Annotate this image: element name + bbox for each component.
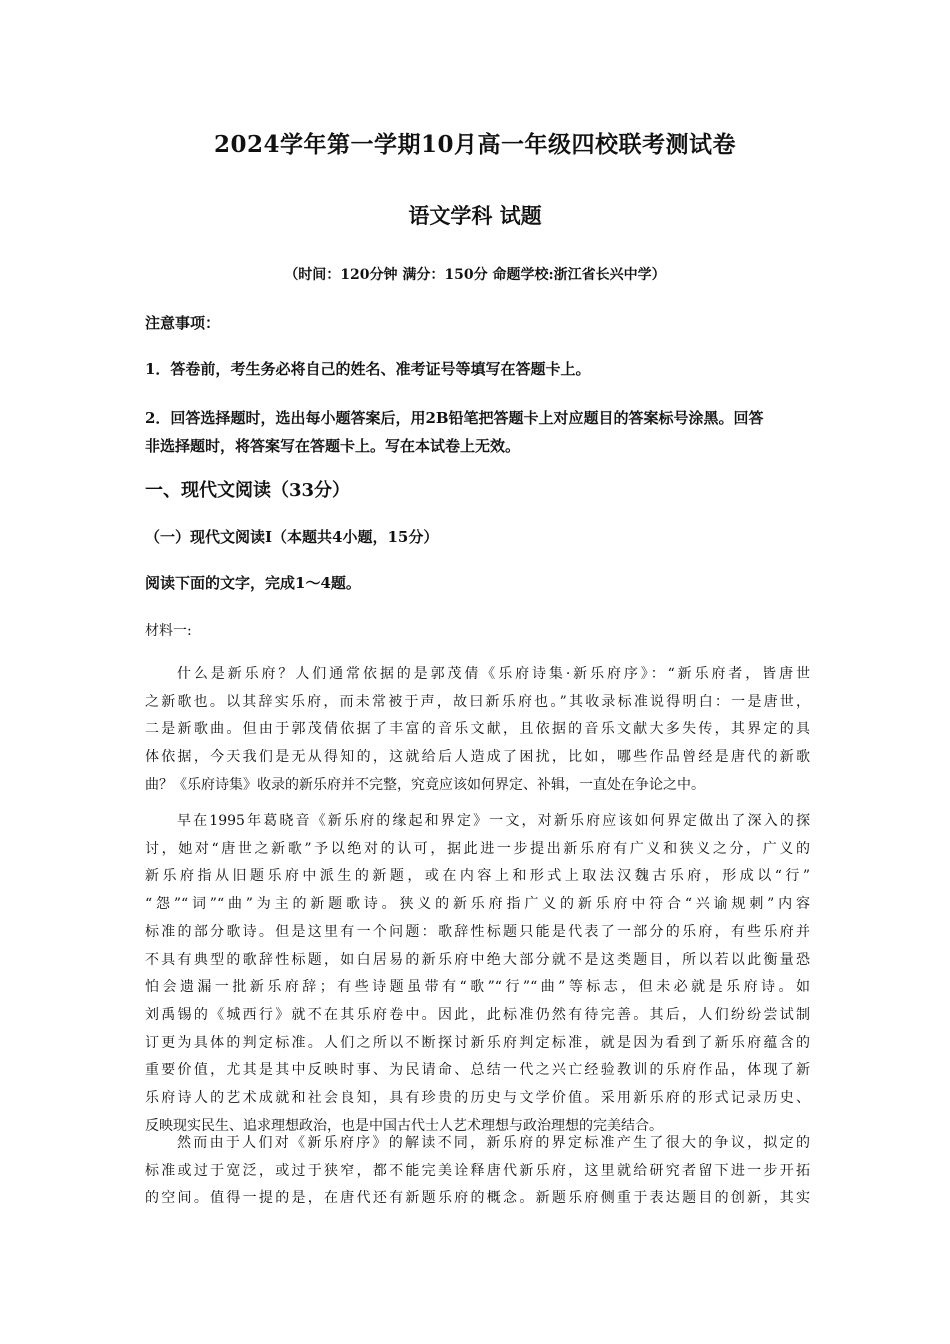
paragraph-1	[145, 661, 810, 800]
paragraph-line: 体依据，今天我们是无从得知的，这就给后人造成了困扰，比如，哪些作品曾经是唐代的新歌	[145, 749, 810, 766]
notes-item-1: 1．答卷前，考生务必将自己的姓名、准考证号等填写在答题卡上。	[145, 360, 591, 378]
paragraph-line: 早在1995年葛晓音《新乐府的缘起和界定》一文，对新乐府应该如何界定做出了深入的探	[177, 813, 810, 829]
paragraph-line: 反映现实民生、追求理想政治，也是中国古代士人艺术理想与政治理想的完美结合。	[145, 1117, 663, 1134]
paragraph-line: 然而由于人们对《新乐府序》的解读不同，新乐府的界定标准产生了很大的争议，拟定的	[177, 1135, 810, 1151]
exam-title: 2024学年第一学期10月高一年级四校联考测试卷	[213, 131, 737, 158]
exam-subtitle: 语文学科 试题	[408, 203, 542, 228]
paragraph-3	[145, 1130, 810, 1213]
notes-item-2	[145, 404, 810, 460]
paragraph-line: 标准或过于宽泛，或过于狭窄，都不能完美诠释唐代新乐府，这里就给研究者留下进一步开拓	[145, 1162, 810, 1179]
paragraph-line: “怨”“词”“曲”为主的新题歌诗。狭义的新乐府指广义的新乐府中符合“兴谕规刺”内容	[145, 896, 810, 913]
section-sub-heading: （一）现代文阅读Ⅰ（本题共4小题，15分）	[145, 528, 439, 546]
section-instruction: 阅读下面的文字，完成1～4题。	[145, 574, 361, 592]
paragraph-line: 之新歌也。以其辞实乐府，而未常被于声，故曰新乐府也。”其收录标准说得明白：一是唐世，	[145, 693, 810, 710]
paragraph-2	[145, 808, 810, 1140]
paragraph-line: 订更为具体的判定标准。人们之所以不断探讨新乐府判定标准，就是因为看到了新乐府蕴含的	[145, 1034, 810, 1051]
paragraph-line: 重要价值，尤其是其中反映时事、为民请命、总结一代之兴亡经验教训的乐府作品，体现了新	[145, 1062, 810, 1079]
paragraph-line: 二是新歌曲。但由于郭茂倩依据了丰富的音乐文献，且依据的音乐文献大多失传，其界定的具	[145, 721, 810, 738]
paragraph-line: 刘禹锡的《城西行》就不在其乐府卷中。因此，此标准仍然有待完善。其后，人们纷纷尝试制	[145, 1006, 810, 1023]
paragraph-line: 新乐府指从旧题乐府中派生的新题，或在内容上和形式上取法汉魏古乐府，形成以“行”	[145, 868, 810, 885]
paragraph-line: 的空间。值得一提的是，在唐代还有新题乐府的概念。新题乐府侧重于表达题目的创新，其实	[145, 1190, 810, 1207]
material-label: 材料一:	[145, 623, 192, 639]
paragraph-line: 不具有典型的歌辞性标题，如白居易的新乐府中绝大部分就不是这类题目，所以若以此衡量恐	[145, 951, 810, 968]
notes-heading: 注意事项：	[145, 314, 221, 332]
paragraph-line: 讨，她对“唐世之新歌”予以绝对的认可，据此进一步提出新乐府有广义和狭义之分，广义的	[145, 840, 810, 857]
paragraph-line: 乐府诗人的艺术成就和社会良知，具有珍贵的历史与文学价值。采用新乐府的形式记录历史、	[145, 1090, 810, 1107]
paragraph-line: 曲？《乐府诗集》收录的新乐府并不完整，究竟应该如何界定、补辑，一直处在争论之中。	[145, 776, 705, 793]
exam-meta-info: （时间：120分钟 满分：150分 命题学校:浙江省长兴中学）	[284, 267, 666, 283]
paragraph-line: 怕会遗漏一批新乐府辞；有些诗题虽带有“歌”“行”“曲”等标志，但未必就是乐府诗。如	[145, 979, 810, 996]
paragraph-line: 标准的部分歌诗。但是这里有一个问题：歌辞性标题只能是代表了一部分的乐府，有些乐府并	[145, 923, 810, 940]
section-heading: 一、现代文阅读（33分）	[145, 480, 351, 501]
notes-item-2-line-1: 2．回答选择题时，选出每小题答案后，用2B铅笔把答题卡上对应题目的答案标号涂黑。回答	[145, 409, 764, 427]
paragraph-line: 什么是新乐府？人们通常依据的是郭茂倩《乐府诗集·新乐府序》：“新乐府者，皆唐世	[177, 666, 810, 682]
notes-item-2-line-2: 非选择题时，将答案写在答题卡上。写在本试卷上无效。	[145, 437, 521, 455]
